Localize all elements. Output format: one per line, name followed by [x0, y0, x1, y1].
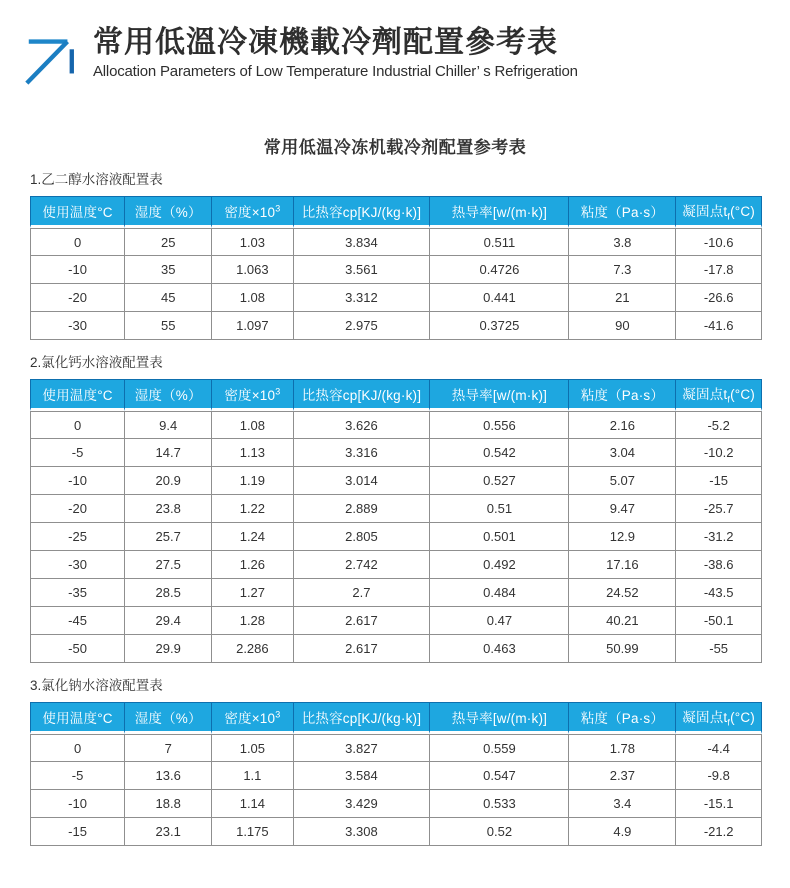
- sodium-chloride-solution-table: [30, 702, 762, 846]
- table-cell: 24.52: [569, 579, 676, 607]
- table-cell: 50.99: [569, 635, 676, 663]
- table-cell: 18.8: [125, 790, 212, 818]
- table-row: [30, 607, 762, 635]
- table-cell: 9.47: [569, 495, 676, 523]
- table-cell: 27.5: [125, 551, 212, 579]
- section-label-calcium-chloride: 2.氯化钙水溶液配置表: [30, 355, 163, 370]
- table-cell: 3.316: [294, 439, 431, 467]
- glycol-solution-table: [30, 196, 762, 340]
- table-row: [30, 579, 762, 607]
- table-cell: 29.9: [125, 635, 212, 663]
- table-cell: 3.308: [294, 818, 431, 846]
- table-cell: 0.492: [430, 551, 569, 579]
- table-cell: 0.3725: [430, 312, 569, 340]
- table-cell: -10.2: [676, 439, 762, 467]
- table-cell: 3.561: [294, 256, 431, 284]
- table-cell: 2.617: [294, 635, 431, 663]
- table-cell: 2.7: [294, 579, 431, 607]
- table-cell: 29.4: [125, 607, 212, 635]
- table-cell: -15: [676, 467, 762, 495]
- column-header: 比热容cp[KJ/(kg·k)]: [294, 702, 431, 734]
- table-cell: 3.626: [294, 411, 431, 439]
- table-cell: 1.175: [212, 818, 293, 846]
- table-cell: 12.9: [569, 523, 676, 551]
- table-cell: 90: [569, 312, 676, 340]
- table-cell: 1.27: [212, 579, 293, 607]
- table-cell: 23.8: [125, 495, 212, 523]
- column-header: 热导率[w/(m·k)]: [430, 702, 569, 734]
- table-cell: 0.527: [430, 467, 569, 495]
- table-cell: -10: [30, 256, 125, 284]
- table-cell: 1.08: [212, 411, 293, 439]
- table-cell: 1.097: [212, 312, 293, 340]
- table-cell: 3.014: [294, 467, 431, 495]
- table-cell: 45: [125, 284, 212, 312]
- table-cell: 0: [30, 228, 125, 256]
- section-label-sodium-chloride: 3.氯化钠水溶液配置表: [30, 678, 163, 693]
- arrow-up-right-icon: [22, 29, 80, 87]
- table-cell: 2.16: [569, 411, 676, 439]
- table-cell: -50: [30, 635, 125, 663]
- table-cell: -35: [30, 579, 125, 607]
- column-header: 热导率[w/(m·k)]: [430, 196, 569, 228]
- table-row: [30, 762, 762, 790]
- table-cell: -31.2: [676, 523, 762, 551]
- table-cell: 23.1: [125, 818, 212, 846]
- column-header: 粘度（Pa·s）: [569, 196, 676, 228]
- table-cell: -43.5: [676, 579, 762, 607]
- calcium-chloride-solution-table: [30, 379, 762, 663]
- table-cell: 40.21: [569, 607, 676, 635]
- table-cell: 0.51: [430, 495, 569, 523]
- table-cell: 3.4: [569, 790, 676, 818]
- table-cell: 0.547: [430, 762, 569, 790]
- table-header-row: [30, 379, 762, 411]
- table-cell: 1.24: [212, 523, 293, 551]
- table-cell: -9.8: [676, 762, 762, 790]
- table-cell: 20.9: [125, 467, 212, 495]
- table-cell: 2.617: [294, 607, 431, 635]
- table-header-row: [30, 196, 762, 228]
- table-cell: 2.286: [212, 635, 293, 663]
- table-row: [30, 439, 762, 467]
- table-cell: 0.463: [430, 635, 569, 663]
- table-cell: 5.07: [569, 467, 676, 495]
- section-label-glycol: 1.乙二醇水溶液配置表: [30, 172, 163, 187]
- table-cell: 0.533: [430, 790, 569, 818]
- table-row: [30, 734, 762, 762]
- table-header-row: [30, 702, 762, 734]
- table-cell: 17.16: [569, 551, 676, 579]
- table-row: [30, 467, 762, 495]
- header-titles: [93, 26, 578, 80]
- table-cell: -45: [30, 607, 125, 635]
- table-cell: -10.6: [676, 228, 762, 256]
- table-cell: -4.4: [676, 734, 762, 762]
- table-cell: -20: [30, 495, 125, 523]
- table-cell: 7.3: [569, 256, 676, 284]
- table-cell: 3.8: [569, 228, 676, 256]
- table-cell: 13.6: [125, 762, 212, 790]
- table-cell: -41.6: [676, 312, 762, 340]
- table-cell: -15: [30, 818, 125, 846]
- table-cell: 21: [569, 284, 676, 312]
- column-header: 使用温度°C: [30, 379, 125, 411]
- table-cell: 1.08: [212, 284, 293, 312]
- table-row: [30, 551, 762, 579]
- table-row: [30, 495, 762, 523]
- document-title-zh: 常用低溫冷凍機載冷劑配置參考表: [93, 26, 558, 59]
- table-row: [30, 635, 762, 663]
- column-header: 粘度（Pa·s）: [569, 379, 676, 411]
- table-cell: 2.889: [294, 495, 431, 523]
- document-header: [0, 0, 790, 87]
- column-header: 使用温度°C: [30, 196, 125, 228]
- table-cell: -26.6: [676, 284, 762, 312]
- column-header: 密度$\times 10^3$: [212, 379, 293, 411]
- table-cell: -10: [30, 790, 125, 818]
- table-cell: -30: [30, 312, 125, 340]
- column-header: 湿度（%）: [125, 379, 212, 411]
- table-cell: -30: [30, 551, 125, 579]
- column-header: 使用温度°C: [30, 702, 125, 734]
- table-cell: 2.975: [294, 312, 431, 340]
- table-row: [30, 790, 762, 818]
- table-cell: 7: [125, 734, 212, 762]
- table-cell: 4.9: [569, 818, 676, 846]
- column-header: 湿度（%）: [125, 196, 212, 228]
- table-cell: 1.26: [212, 551, 293, 579]
- column-header: 密度$\times 10^3$: [212, 196, 293, 228]
- table-cell: -25.7: [676, 495, 762, 523]
- column-header: 比热容cp[KJ/(kg·k)]: [294, 379, 431, 411]
- table-cell: -20: [30, 284, 125, 312]
- table-cell: 0.4726: [430, 256, 569, 284]
- table-row: [30, 256, 762, 284]
- table-cell: -5.2: [676, 411, 762, 439]
- table-cell: 55: [125, 312, 212, 340]
- table-row: [30, 284, 762, 312]
- table-cell: -5: [30, 439, 125, 467]
- table-cell: 0.441: [430, 284, 569, 312]
- table-cell: 1.1: [212, 762, 293, 790]
- column-header: 比热容cp[KJ/(kg·k)]: [294, 196, 431, 228]
- table-cell: 1.28: [212, 607, 293, 635]
- table-row: [30, 411, 762, 439]
- table-cell: 0.511: [430, 228, 569, 256]
- table-row: [30, 228, 762, 256]
- table-cell: 0.47: [430, 607, 569, 635]
- table-cell: 14.7: [125, 439, 212, 467]
- document-subtitle-en: Allocation Parameters of Low Temperature Industrial Chiller’ s Refrigeration: [93, 62, 578, 80]
- table-cell: 9.4: [125, 411, 212, 439]
- table-cell: 1.05: [212, 734, 293, 762]
- table-cell: 1.78: [569, 734, 676, 762]
- column-header: 粘度（Pa·s）: [569, 702, 676, 734]
- column-header: 凝固点$t_f(^\circ C)$: [676, 379, 762, 411]
- table-cell: 0.501: [430, 523, 569, 551]
- table-cell: 3.584: [294, 762, 431, 790]
- table-cell: -17.8: [676, 256, 762, 284]
- table-cell: 1.13: [212, 439, 293, 467]
- table-row: [30, 523, 762, 551]
- table-cell: 0.484: [430, 579, 569, 607]
- column-header: 凝固点$t_f(^\circ C)$: [676, 196, 762, 228]
- table-cell: 35: [125, 256, 212, 284]
- table-cell: -21.2: [676, 818, 762, 846]
- table-cell: 0.559: [430, 734, 569, 762]
- table-cell: 2.37: [569, 762, 676, 790]
- table-cell: 2.742: [294, 551, 431, 579]
- table-cell: 1.22: [212, 495, 293, 523]
- table-cell: 3.04: [569, 439, 676, 467]
- content-area: [0, 168, 790, 846]
- table-cell: -55: [676, 635, 762, 663]
- table-cell: 3.827: [294, 734, 431, 762]
- table-cell: 3.834: [294, 228, 431, 256]
- table-cell: 0: [30, 734, 125, 762]
- table-cell: -10: [30, 467, 125, 495]
- table-cell: 3.429: [294, 790, 431, 818]
- table-cell: -25: [30, 523, 125, 551]
- table-row: [30, 818, 762, 846]
- table-cell: 0.52: [430, 818, 569, 846]
- column-header: 密度$\times 10^3$: [212, 702, 293, 734]
- table-cell: 2.805: [294, 523, 431, 551]
- table-cell: 25: [125, 228, 212, 256]
- table-row: [30, 312, 762, 340]
- page-title: 常用低温冷冻机载冷剂配置参考表: [263, 138, 527, 157]
- table-cell: 1.063: [212, 256, 293, 284]
- table-cell: -38.6: [676, 551, 762, 579]
- table-cell: 1.14: [212, 790, 293, 818]
- table-cell: 1.19: [212, 467, 293, 495]
- table-cell: 0.556: [430, 411, 569, 439]
- table-cell: -50.1: [676, 607, 762, 635]
- table-cell: 3.312: [294, 284, 431, 312]
- column-header: 湿度（%）: [125, 702, 212, 734]
- table-cell: 0.542: [430, 439, 569, 467]
- table-cell: 25.7: [125, 523, 212, 551]
- table-cell: 28.5: [125, 579, 212, 607]
- column-header: 热导率[w/(m·k)]: [430, 379, 569, 411]
- table-cell: 1.03: [212, 228, 293, 256]
- table-cell: -5: [30, 762, 125, 790]
- table-cell: 0: [30, 411, 125, 439]
- column-header: 凝固点$t_f(^\circ C)$: [676, 702, 762, 734]
- table-cell: -15.1: [676, 790, 762, 818]
